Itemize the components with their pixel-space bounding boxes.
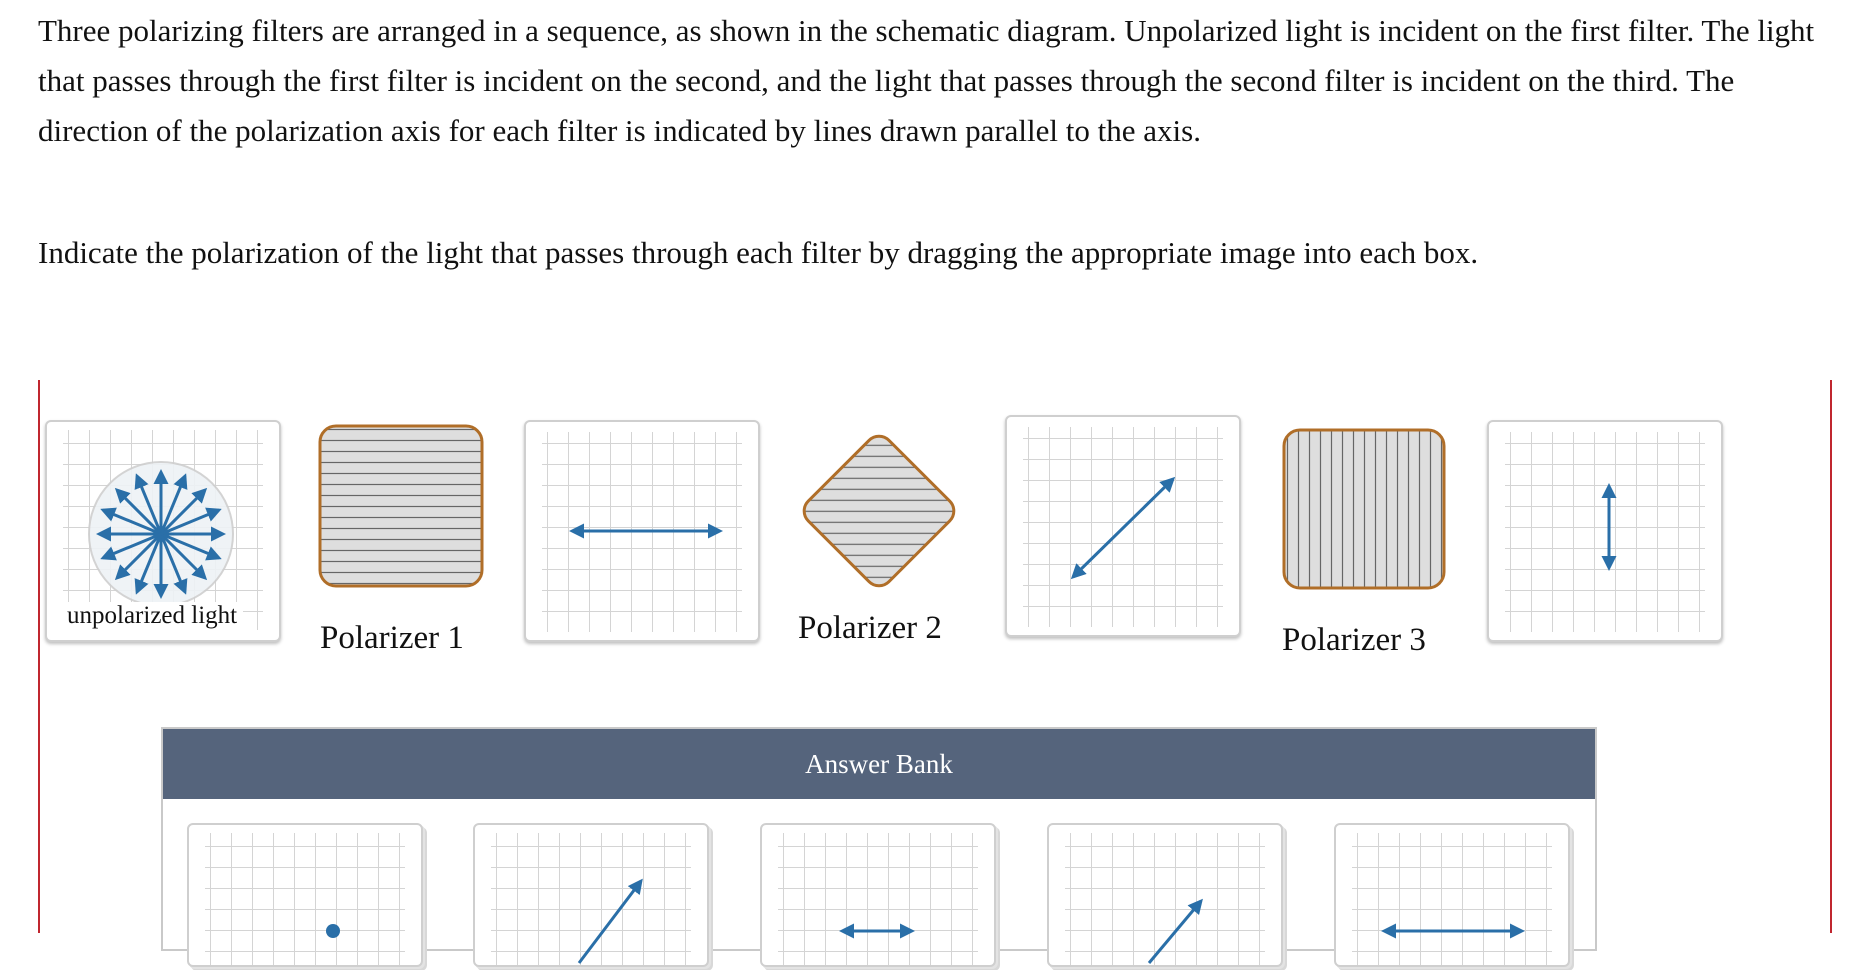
unpolarized-light-label: unpolarized light (61, 602, 243, 630)
polarizer-2-icon (782, 414, 976, 608)
right-border-line (1830, 380, 1832, 933)
unpolarized-light-card (45, 420, 281, 642)
bank-item-short-horizontal-arrow[interactable] (760, 823, 996, 967)
drop-box-2[interactable] (1005, 415, 1241, 637)
polarizer-3-label: Polarizer 3 (1282, 622, 1426, 658)
answer-bank (161, 727, 1597, 951)
bank-item-diagonal-arrow-2[interactable] (1047, 823, 1283, 967)
bank-item-diagonal-arrow[interactable] (473, 823, 709, 967)
drop-box-3[interactable] (1487, 420, 1723, 642)
answer-bank-title: Answer Bank (163, 729, 1595, 799)
dot-icon (326, 924, 340, 938)
polarizer-2-label: Polarizer 2 (798, 610, 942, 646)
bank-item-dot[interactable] (187, 823, 423, 967)
bank-item-horizontal-arrow[interactable] (1334, 823, 1570, 967)
polarizer-1-icon (318, 424, 486, 590)
polarizer-1-label: Polarizer 1 (320, 620, 464, 656)
instruction-paragraph: Indicate the polarization of the light that passes through each filter by dragging the appropriate image into each box. (38, 235, 1479, 270)
drop-box-1[interactable] (524, 420, 760, 642)
question-paragraph: Three polarizing filters are arranged in a sequence, as shown in the schematic diagram. Unpolarized light is incident on the first filter. The light that passes through the first filter is incident on the second, and the light that passes through the second filter is incident on the third. The direction of the polarization axis for each filter is indicated by lines drawn parallel to the axis. (38, 13, 1815, 148)
left-border-line (38, 380, 40, 933)
unpolarized-arrows-icon (99, 472, 223, 596)
polarizer-3-icon (1282, 428, 1448, 592)
